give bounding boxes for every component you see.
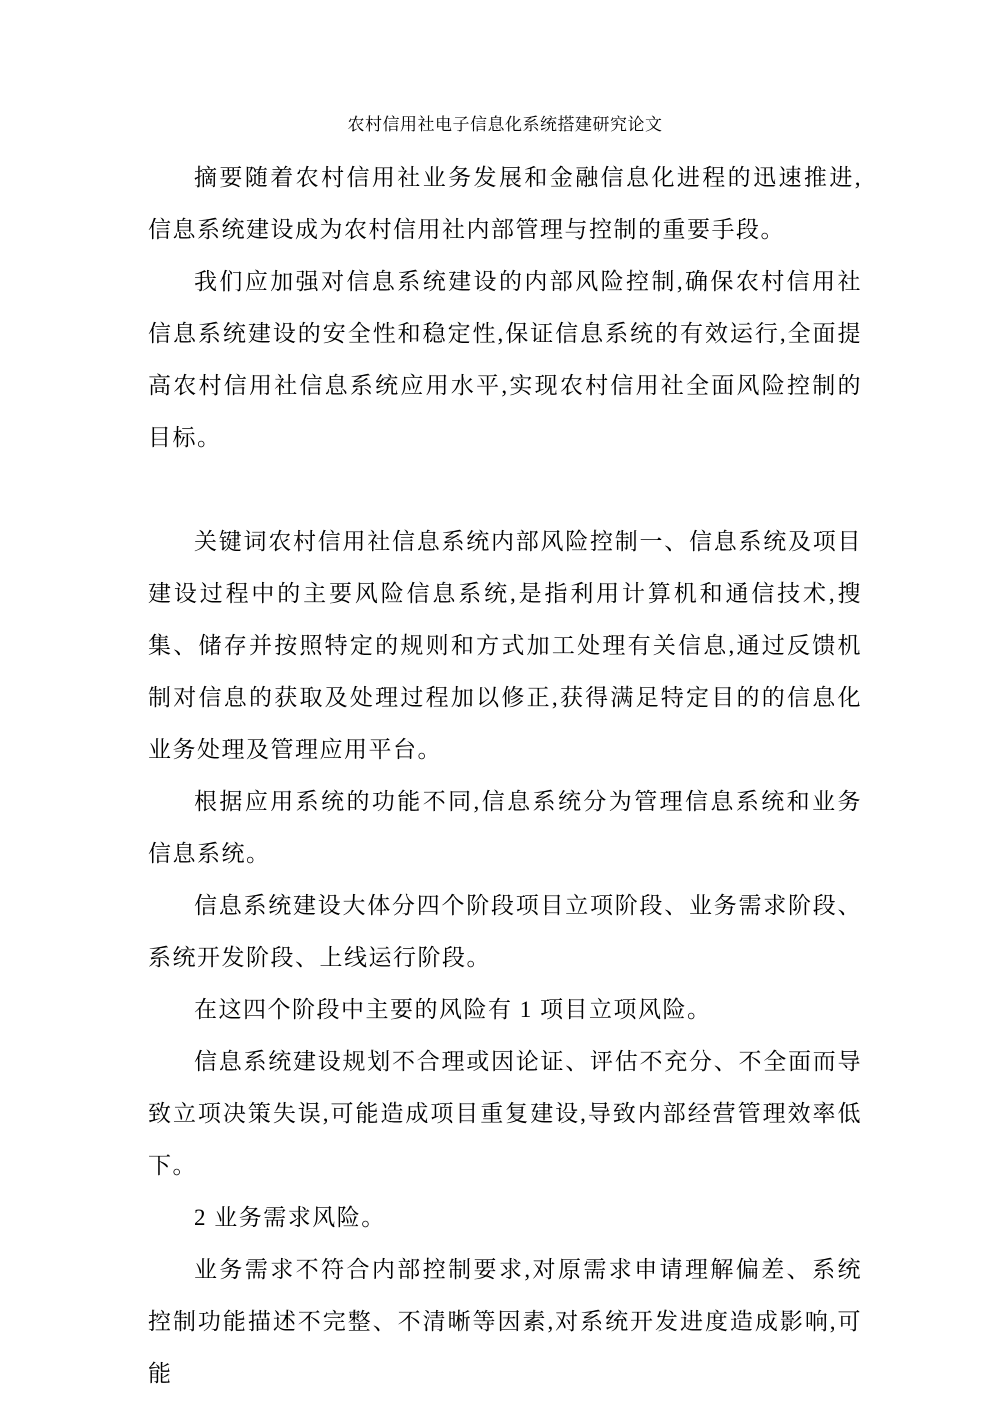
paragraph-abstract: 摘要随着农村信用社业务发展和金融信息化进程的迅速推进,信息系统建设成为农村信用社内部管理与控制的重要手段。 <box>148 165 862 242</box>
paragraph-four-stages: 信息系统建设大体分四个阶段项目立项阶段、业务需求阶段、系统开发阶段、上线运行阶段。 <box>148 893 862 970</box>
empty-paragraph <box>148 464 862 516</box>
paragraph-system-types: 根据应用系统的功能不同,信息系统分为管理信息系统和业务信息系统。 <box>148 789 862 866</box>
paragraph-risk-1-heading: 在这四个阶段中主要的风险有 1 项目立项风险。 <box>194 997 712 1022</box>
paragraph-abstract-goal: 我们应加强对信息系统建设的内部风险控制,确保农村信用社信息系统建设的安全性和稳定性,保证信息系统的有效运行,全面提高农村信用社信息系统应用水平,实现农村信用社全面风险控制的目标。 <box>148 269 862 450</box>
paragraph-risk-2-detail: 业务需求不符合内部控制要求,对原需求申请理解偏差、系统控制功能描述不完整、不清晰等因素,对系统开发进度造成影响,可能 <box>148 1257 862 1386</box>
paragraph-risk-1-detail: 信息系统建设规划不合理或因论证、评估不充分、不全面而导致立项决策失误,可能造成项目重复建设,导致内部经营管理效率低下。 <box>148 1049 862 1178</box>
document-title: 农村信用社电子信息化系统搭建研究论文 <box>347 115 663 134</box>
paragraph-keywords-intro: 关键词农村信用社信息系统内部风险控制一、信息系统及项目建设过程中的主要风险信息系统,是指利用计算机和通信技术,搜集、储存并按照特定的规则和方式加工处理有关信息,通过反馈机制对信息的获取及处理过程加以修正,获得满足特定目的的信息化业务处理及管理应用平台。 <box>148 529 862 762</box>
paragraph-risk-2-heading: 2 业务需求风险。 <box>194 1205 386 1230</box>
